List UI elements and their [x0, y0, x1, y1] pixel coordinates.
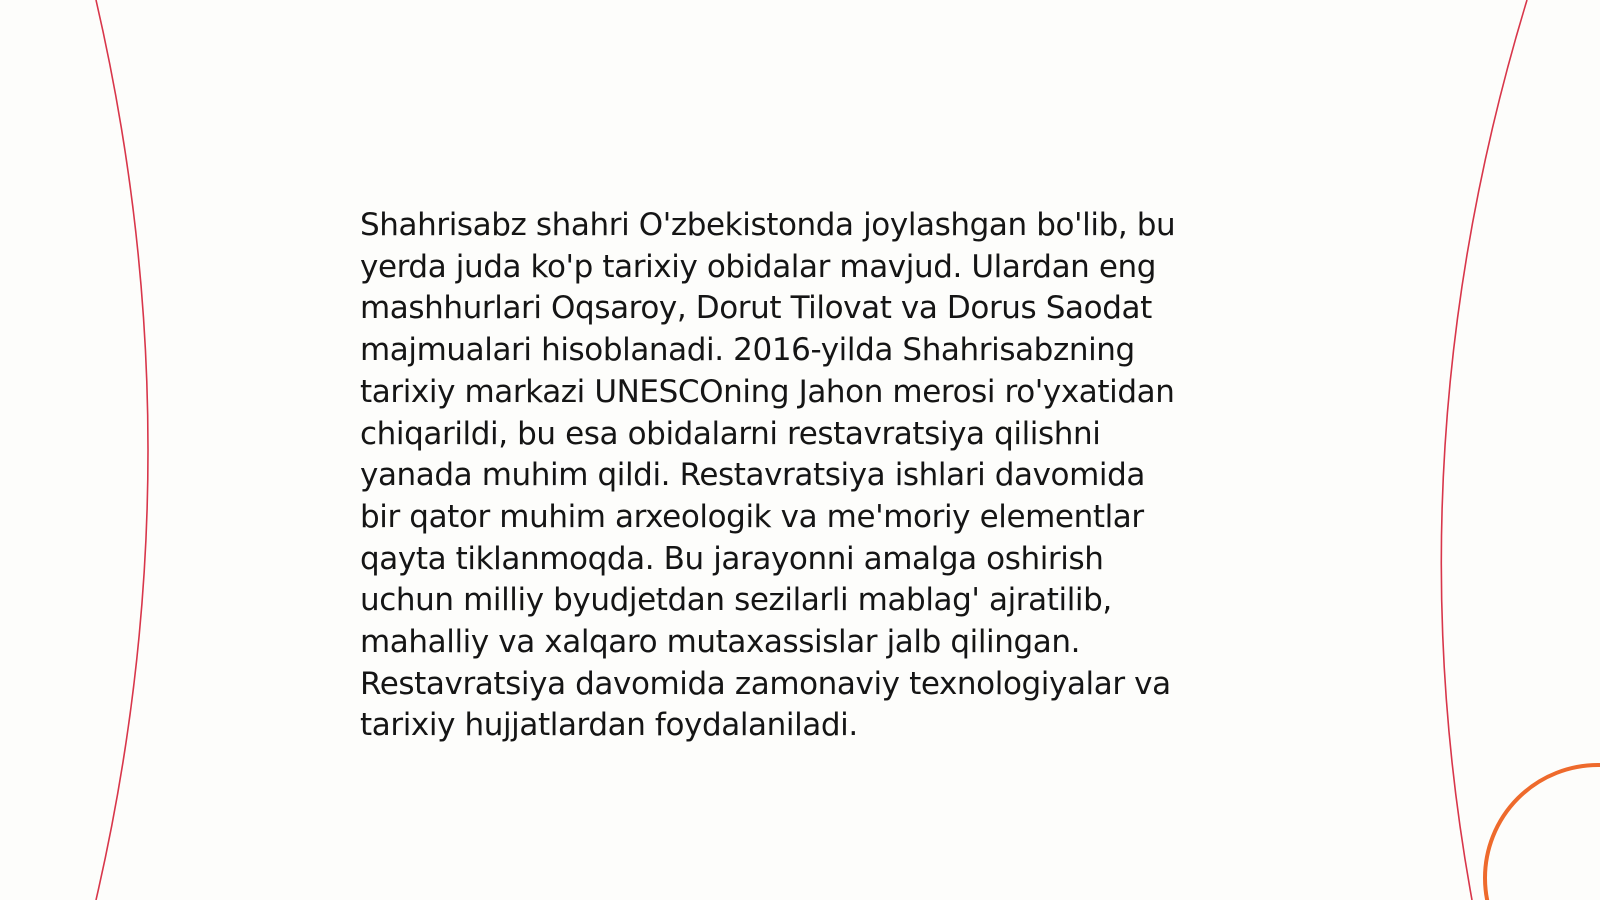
body-paragraph — [360, 205, 1260, 747]
paragraph-line: uchun milliy byudjetdan sezilarli mablag' ajratilib, — [360, 582, 1112, 619]
paragraph-line: qayta tiklanmoqda. Bu jarayonni amalga oshirish — [360, 540, 1104, 577]
right-arc-line — [1441, 0, 1527, 900]
left-arc-line — [96, 0, 148, 900]
paragraph-line: tarixiy markazi UNESCOning Jahon merosi ro'yxatidan — [360, 373, 1175, 410]
paragraph-line: majmualari hisoblanadi. 2016-yilda Shahrisabzning — [360, 332, 1135, 369]
paragraph-line: mahalliy va xalqaro mutaxassislar jalb qilingan. — [360, 624, 1081, 661]
paragraph-line: Shahrisabz shahri O'zbekistonda joylashgan bo'lib, bu — [360, 207, 1176, 243]
paragraph-line: tarixiy hujjatlardan foydalaniladi. — [360, 707, 858, 744]
paragraph-line: chiqarildi, bu esa obidalarni restavratsiya qilishni — [360, 415, 1101, 452]
paragraph-line: yerda juda ko'p tarixiy obidalar mavjud. Ulardan eng — [360, 248, 1157, 285]
orange-circle-outline — [1485, 765, 1600, 900]
paragraph-line: yanada muhim qildi. Restavratsiya ishlari davomida — [360, 457, 1146, 494]
paragraph-line: mashhurlari Oqsaroy, Dorut Tilovat va Dorus Saodat — [360, 290, 1152, 327]
paragraph-line: Restavratsiya davomida zamonaviy texnologiyalar va — [360, 665, 1171, 702]
paragraph-line: bir qator muhim arxeologik va me'moriy elementlar — [360, 498, 1144, 535]
